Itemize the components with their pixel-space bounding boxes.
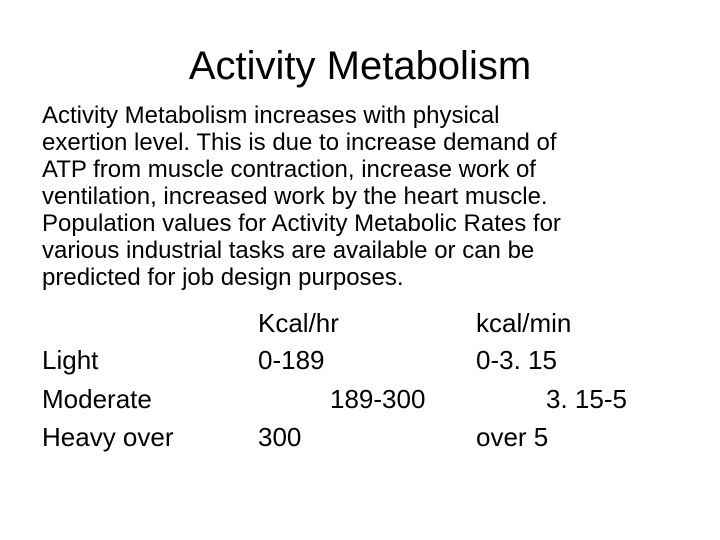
cell-kcal-hr-heavy: 300 bbox=[258, 422, 302, 452]
cell-kcal-min-heavy: over 5 bbox=[476, 422, 549, 452]
paragraph-line: ventilation, increased work by the heart muscle. bbox=[42, 183, 548, 210]
header-kcal-hr: Kcal/hr bbox=[258, 308, 339, 338]
row-label-light: Light bbox=[42, 345, 99, 375]
row-label-moderate: Moderate bbox=[42, 384, 152, 414]
row-label-heavy: Heavy over bbox=[42, 422, 174, 452]
paragraph-line: Activity Metabolism increases with physical bbox=[42, 102, 500, 129]
cell-kcal-min-moderate: 3. 15-5 bbox=[546, 384, 627, 414]
cell-kcal-hr-light: 0-189 bbox=[258, 345, 325, 375]
paragraph-line: various industrial tasks are available or can be bbox=[42, 237, 535, 264]
paragraph-line: predicted for job design purposes. bbox=[42, 264, 404, 291]
paragraph-line: ATP from muscle contraction, increase work of bbox=[42, 156, 536, 183]
slide-title: Activity Metabolism bbox=[188, 44, 532, 88]
cell-kcal-min-light: 0-3. 15 bbox=[476, 345, 557, 375]
cell-kcal-hr-moderate: 189-300 bbox=[330, 384, 426, 414]
header-kcal-min: kcal/min bbox=[476, 308, 572, 338]
paragraph-line: Population values for Activity Metabolic Rates for bbox=[42, 210, 561, 237]
paragraph-line: exertion level. This is due to increase demand of bbox=[42, 129, 557, 156]
